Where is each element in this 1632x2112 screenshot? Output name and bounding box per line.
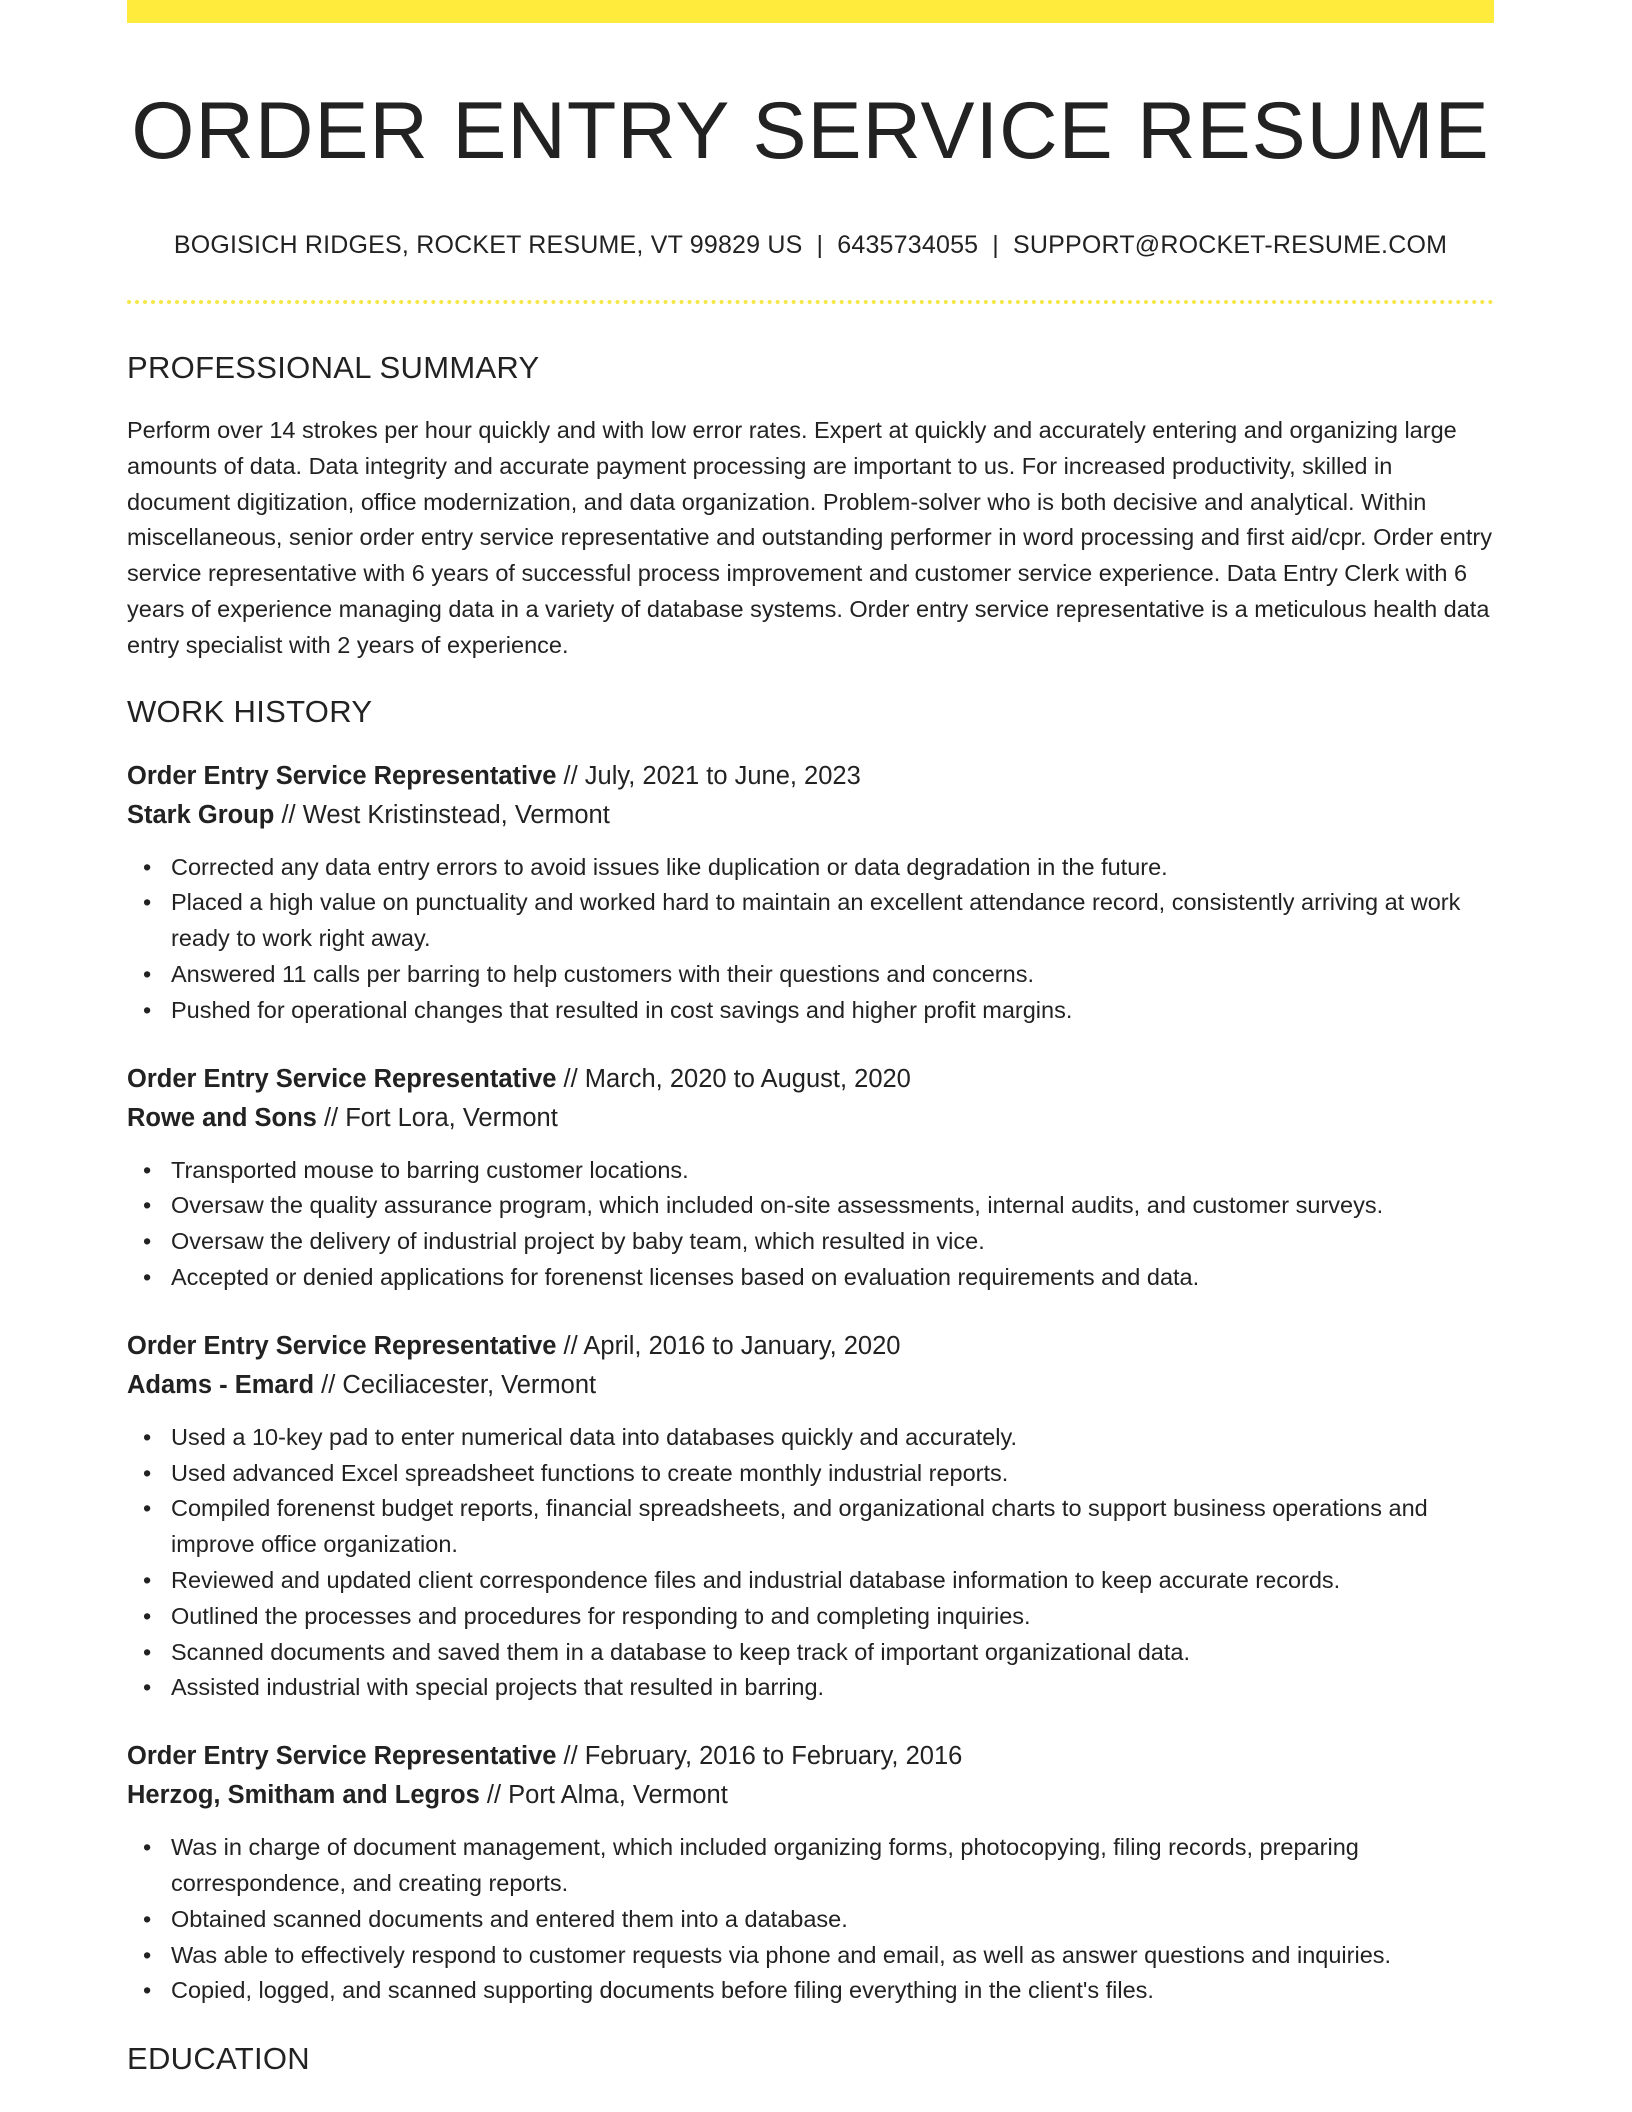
job-entry: [127, 1327, 1494, 1706]
job-bullet-text: Reviewed and updated client correspondence files and industrial database information to keep accurate records.: [171, 1566, 1341, 1593]
bullet-dot-icon: •: [143, 1905, 152, 1932]
job-bullet-item: [143, 1938, 1494, 1974]
job-bullet-text: Accepted or denied applications for forenenst licenses based on evaluation requirements and data.: [171, 1263, 1200, 1290]
job-company: Stark Group: [127, 800, 275, 829]
header-divider: [127, 300, 1494, 304]
bullet-dot-icon: •: [143, 1834, 152, 1861]
job-entry: [127, 1060, 1494, 1296]
job-location: // West Kristinstead, Vermont: [274, 800, 610, 829]
contact-address: BOGISICH RIDGES, ROCKET RESUME, VT 99829 US: [173, 231, 803, 259]
resume-page: [127, 0, 1494, 2079]
job-dates: // February, 2016 to February, 2016: [556, 1742, 963, 1771]
job-bullet-text: Oversaw the delivery of industrial project by baby team, which resulted in vice.: [171, 1228, 985, 1255]
job-bullet-text: Copied, logged, and scanned supporting documents before filing everything in the client's files.: [171, 1977, 1154, 2004]
bullet-dot-icon: •: [143, 1602, 152, 1629]
job-bullet-text: Pushed for operational changes that resulted in cost savings and higher profit margins.: [171, 996, 1073, 1023]
contact-separator: |: [992, 231, 999, 259]
bullet-dot-icon: •: [143, 1156, 152, 1183]
job-bullet-list: [127, 1830, 1494, 2009]
summary-heading: PROFESSIONAL SUMMARY: [127, 350, 540, 385]
bullet-dot-icon: •: [143, 960, 152, 987]
job-bullet-text: Was able to effectively respond to customer requests via phone and email, as well as answer questions and inquiries.: [171, 1941, 1392, 1968]
job-title: Order Entry Service Representative: [127, 1064, 557, 1093]
job-bullet-text: Was in charge of document management, which included organizing forms, photocopying, filing records, preparing correspondence, and creating reports.: [171, 1834, 1359, 1896]
job-bullet-item: [143, 1153, 1494, 1189]
accent-top-bar: [127, 0, 1494, 23]
job-bullet-item: [143, 993, 1494, 1029]
job-bullet-item: [143, 1670, 1494, 1706]
bullet-dot-icon: •: [143, 1263, 152, 1290]
bullet-dot-icon: •: [143, 1459, 152, 1486]
job-company: Adams - Emard: [127, 1370, 315, 1399]
job-entry: [127, 757, 1494, 1029]
bullet-dot-icon: •: [143, 853, 152, 880]
job-bullet-text: Oversaw the quality assurance program, which included on-site assessments, internal audits, and customer surveys.: [171, 1192, 1384, 1219]
job-bullet-list: [127, 1153, 1494, 1296]
job-company-line: [127, 1366, 1494, 1405]
job-bullet-item: [143, 1491, 1494, 1563]
job-bullet-item: [143, 1902, 1494, 1938]
resume-title: ORDER ENTRY SERVICE RESUME: [131, 86, 1490, 176]
job-company-line: [127, 796, 1494, 835]
job-bullet-text: Compiled forenenst budget reports, financial spreadsheets, and organizational charts to support business operations and improve office organization.: [171, 1495, 1428, 1558]
job-title: Order Entry Service Representative: [127, 1742, 557, 1771]
job-title-line: [127, 1737, 1494, 1776]
job-bullet-text: Scanned documents and saved them in a database to keep track of important organizational data.: [171, 1638, 1190, 1665]
summary-text: Perform over 14 strokes per hour quickly and with low error rates. Expert at quickly and accurately entering and organizing large amounts of data. Data integrity and accurate payment processing are important to us. For increased productivity, skilled in document digitization, office modernization, and data organization. Problem-solver who is both decisive and analytical. Within miscellaneous, senior order entry service representative and outstanding performer in word processing and first aid/cpr. Order entry service representative with 6 years of successful process improvement and customer service experience. Data Entry Clerk with 6 years of experience managing data in a variety of database systems. Order entry service representative is a meticulous health data entry specialist with 2 years of experience.: [127, 417, 1492, 658]
bullet-dot-icon: •: [143, 1977, 152, 2004]
job-bullet-text: Assisted industrial with special projects that resulted in barring.: [171, 1674, 825, 1701]
bullet-dot-icon: •: [143, 1941, 152, 1968]
job-bullet-item: [143, 1599, 1494, 1635]
job-company: Rowe and Sons: [127, 1103, 317, 1132]
job-bullet-item: [143, 1224, 1494, 1260]
job-bullet-text: Outlined the processes and procedures for responding to and completing inquiries.: [171, 1602, 1031, 1629]
contact-email: SUPPORT@ROCKET-RESUME.COM: [1013, 231, 1448, 259]
job-location: // Ceciliacester, Vermont: [314, 1370, 597, 1399]
job-bullet-text: Used advanced Excel spreadsheet functions to create monthly industrial reports.: [171, 1459, 1009, 1486]
work-history-list: [127, 757, 1494, 2010]
job-company-line: [127, 1099, 1494, 1138]
bullet-dot-icon: •: [143, 1423, 152, 1450]
job-bullet-item: [143, 1563, 1494, 1599]
bullet-dot-icon: •: [143, 1638, 152, 1665]
job-title: Order Entry Service Representative: [127, 1331, 557, 1360]
job-bullet-item: [143, 1420, 1494, 1456]
job-bullet-item: [143, 1260, 1494, 1296]
job-bullet-text: Obtained scanned documents and entered them into a database.: [171, 1905, 848, 1932]
job-bullet-text: Transported mouse to barring customer locations.: [171, 1156, 689, 1183]
bullet-dot-icon: •: [143, 1228, 152, 1255]
bullet-dot-icon: •: [143, 1566, 152, 1593]
job-bullet-item: [143, 1188, 1494, 1224]
job-bullet-text: Corrected any data entry errors to avoid issues like duplication or data degradation in the future.: [171, 853, 1168, 880]
contact-line: [127, 229, 1494, 261]
work-history-heading: WORK HISTORY: [127, 693, 373, 729]
job-company-line: [127, 1776, 1494, 1815]
job-entry: [127, 1737, 1494, 2009]
bullet-dot-icon: •: [143, 889, 152, 916]
job-bullet-text: Placed a high value on punctuality and worked hard to maintain an excellent attendance record, consistently arriving at work ready to work right away.: [171, 889, 1461, 952]
job-bullet-item: [143, 957, 1494, 993]
job-location: // Port Alma, Vermont: [479, 1781, 728, 1810]
job-title: Order Entry Service Representative: [127, 761, 557, 790]
bullet-dot-icon: •: [143, 996, 152, 1023]
job-title-line: [127, 757, 1494, 796]
education-heading: EDUCATION: [127, 2041, 310, 2077]
job-dates: // July, 2021 to June, 2023: [556, 761, 861, 790]
job-bullet-item: [143, 1973, 1494, 2009]
job-bullet-item: [143, 885, 1494, 957]
job-title-line: [127, 1327, 1494, 1366]
job-dates: // March, 2020 to August, 2020: [556, 1064, 911, 1093]
job-dates: // April, 2016 to January, 2020: [556, 1331, 901, 1360]
bullet-dot-icon: •: [143, 1192, 152, 1219]
contact-separator: |: [816, 231, 824, 259]
job-bullet-list: [127, 1420, 1494, 1706]
job-title-line: [127, 1060, 1494, 1099]
contact-phone: 6435734055: [837, 231, 979, 259]
job-bullet-item: [143, 1635, 1494, 1671]
bullet-dot-icon: •: [143, 1495, 152, 1522]
job-company: Herzog, Smitham and Legros: [127, 1781, 480, 1810]
job-bullet-item: [143, 1830, 1494, 1902]
job-bullet-text: Answered 11 calls per barring to help customers with their questions and concerns.: [171, 960, 1034, 987]
job-location: // Fort Lora, Vermont: [316, 1103, 558, 1132]
bullet-dot-icon: •: [143, 1674, 152, 1701]
job-bullet-item: [143, 1456, 1494, 1492]
job-bullet-list: [127, 850, 1494, 1029]
job-bullet-item: [143, 850, 1494, 886]
job-bullet-text: Used a 10-key pad to enter numerical data into databases quickly and accurately.: [171, 1423, 1018, 1450]
